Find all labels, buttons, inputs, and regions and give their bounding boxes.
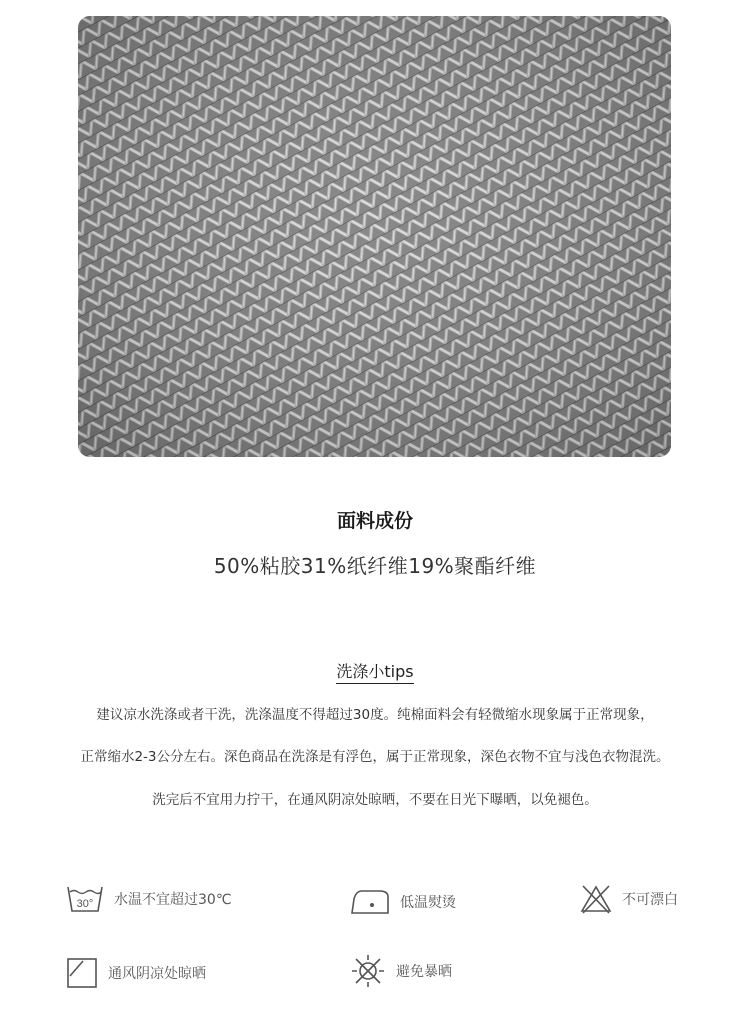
low-iron-icon xyxy=(350,889,390,915)
washing-tips-title-text: 洗涤小tips xyxy=(336,662,413,684)
tip-line: 洗完后不宜用力拧干，在通风阴凉处晾晒，不要在日光下曝晒，以免褪色。 xyxy=(152,792,598,808)
care-sun xyxy=(350,953,452,989)
wash-30-icon xyxy=(66,884,104,914)
care-wash xyxy=(66,884,232,914)
shade-dry-icon xyxy=(66,957,98,989)
care-bleach-label: 不可漂白 xyxy=(622,892,678,908)
care-wash-label: 水温不宜超过30℃ xyxy=(114,892,232,908)
composition-value: 50%粘胶31%纸纤维19%聚酯纤维 xyxy=(213,554,537,578)
care-shade-label: 通风阴凉处晾晒 xyxy=(108,966,206,982)
care-iron-label: 低温熨烫 xyxy=(400,895,456,911)
composition-title: 面料成份 xyxy=(336,510,413,532)
tip-line: 正常缩水2-3公分左右。深色商品在洗涤是有浮色，属于正常现象，深色衣物不宜与浅色衣物混洗。 xyxy=(80,749,670,765)
tip-line: 建议凉水洗涤或者干洗，洗涤温度不得超过30度。纯棉面料会有轻微缩水现象属于正常现象， xyxy=(96,707,654,723)
washing-tips-title xyxy=(0,659,750,682)
no-bleach-icon xyxy=(580,884,612,914)
care-shade xyxy=(66,957,206,989)
care-sun-label: 避免暴晒 xyxy=(396,964,452,980)
care-bleach xyxy=(580,884,678,914)
wash-temp-badge: 30° xyxy=(76,898,94,910)
fabric-texture-image xyxy=(78,16,671,457)
care-iron xyxy=(350,889,456,915)
no-sun-icon xyxy=(350,953,386,989)
